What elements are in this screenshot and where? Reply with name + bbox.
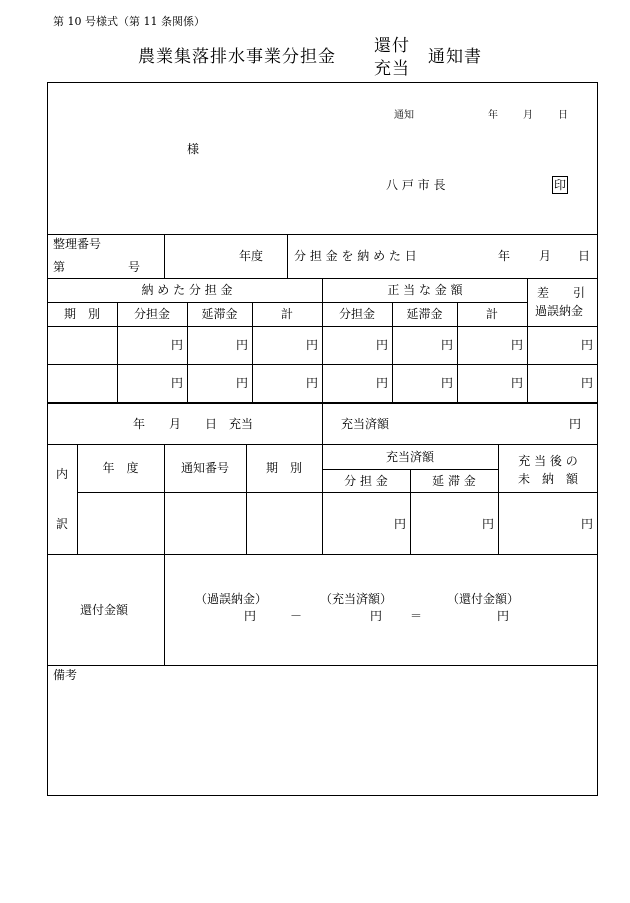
- breakdown-label-bottom: 訳: [56, 517, 69, 531]
- yen-mark: 円: [440, 376, 453, 390]
- title-tail: 通知書: [428, 47, 482, 67]
- col-done-group: 充当済額: [385, 450, 434, 464]
- yen-mark: 円: [580, 517, 593, 531]
- yen-mark: 円: [170, 376, 183, 390]
- col-done-delay: 延 滞 金: [432, 474, 476, 488]
- col-period: 期 別: [265, 461, 302, 475]
- yen-mark: 円: [580, 338, 593, 352]
- yen-mark: 円: [569, 417, 582, 431]
- col-correct-total: 計: [485, 307, 498, 321]
- document-title: 農業集落排水事業分担金: [138, 47, 336, 67]
- col-notice-number: 通知番号: [180, 461, 229, 475]
- refund-label: 還付金額: [80, 603, 129, 617]
- refund-overpaid-label: （過誤納金）: [195, 592, 268, 606]
- reference-go: 号: [128, 260, 141, 274]
- paid-month[interactable]: 月: [539, 249, 552, 263]
- notice-year[interactable]: 年: [488, 110, 498, 121]
- yen-mark: 円: [481, 517, 494, 531]
- header-paid-share: 納 め た 分 担 金: [141, 283, 233, 297]
- addressee-suffix: 様: [187, 142, 200, 156]
- col-correct-share: 分担金: [338, 307, 375, 321]
- col-total: 計: [280, 307, 293, 321]
- rule-v: [287, 234, 288, 278]
- rule-v: [164, 444, 165, 555]
- reference-dai: 第: [53, 260, 66, 274]
- appropriation-done-label: 充当済額: [341, 417, 390, 431]
- yen-mark: 円: [305, 338, 318, 352]
- yen-mark: 円: [235, 338, 248, 352]
- yen-mark: 円: [370, 609, 383, 623]
- seal-text: 印: [554, 178, 567, 192]
- frame-right: [597, 82, 598, 796]
- breakdown-label-top: 内: [56, 467, 69, 481]
- minus-sign: －: [290, 609, 303, 623]
- yen-mark: 円: [510, 338, 523, 352]
- yen-mark: 円: [235, 376, 248, 390]
- col-after-unpaid-top: 充 当 後 の: [518, 454, 578, 468]
- rule: [77, 492, 598, 493]
- title-option-appropriation: 充当: [374, 59, 410, 79]
- yen-mark: 円: [244, 609, 257, 623]
- header-difference: 差 引: [537, 286, 586, 300]
- rule-v: [164, 554, 165, 665]
- col-period: 期 別: [63, 307, 100, 321]
- paid-year[interactable]: 年: [498, 249, 511, 263]
- rule: [47, 665, 598, 666]
- refund-done-label: （充当済額）: [320, 592, 393, 606]
- reference-number-label: 整理番号: [53, 237, 102, 251]
- yen-mark: 円: [580, 376, 593, 390]
- rule: [47, 302, 527, 303]
- header-overpaid: 過誤納金: [535, 304, 584, 318]
- yen-mark: 円: [375, 376, 388, 390]
- frame-top: [47, 82, 598, 83]
- equals-sign: ＝: [410, 609, 423, 623]
- col-share: 分担金: [133, 307, 170, 321]
- yen-mark: 円: [305, 376, 318, 390]
- col-done-share: 分 担 金: [344, 474, 388, 488]
- yen-mark: 円: [440, 338, 453, 352]
- frame-bottom: [47, 795, 598, 796]
- notice-day[interactable]: 日: [558, 110, 568, 121]
- notice-month[interactable]: 月: [523, 110, 533, 121]
- yen-mark: 円: [510, 376, 523, 390]
- appropriation-date: 年 月 日 充当: [133, 417, 254, 431]
- col-after-unpaid-bottom: 未 納 額: [517, 472, 578, 486]
- col-fiscal-year: 年 度: [102, 461, 139, 475]
- yen-mark: 円: [497, 609, 510, 623]
- rule: [47, 234, 598, 235]
- rule-v: [77, 444, 78, 555]
- frame-left: [47, 82, 48, 796]
- form-number: 第 10 号様式（第 11 条関係）: [53, 15, 205, 28]
- paid-day[interactable]: 日: [578, 249, 591, 263]
- col-delay: 延滞金: [201, 307, 238, 321]
- paid-date-label: 分 担 金 を 納 め た 日: [294, 249, 417, 263]
- rule-v: [164, 234, 165, 278]
- yen-mark: 円: [375, 338, 388, 352]
- yen-mark: 円: [393, 517, 406, 531]
- title-option-refund: 還付: [374, 36, 410, 56]
- header-correct-amount: 正 当 な 金 額: [387, 283, 463, 297]
- yen-mark: 円: [170, 338, 183, 352]
- refund-amount-label: （還付金額）: [447, 592, 520, 606]
- issuer-name: 八 戸 市 長: [386, 178, 446, 192]
- rule-v: [246, 444, 247, 555]
- notice-label: 通知: [394, 110, 414, 121]
- remarks-label: 備考: [53, 668, 78, 682]
- col-correct-delay: 延滞金: [406, 307, 443, 321]
- fiscal-year-label: 年度: [239, 249, 264, 263]
